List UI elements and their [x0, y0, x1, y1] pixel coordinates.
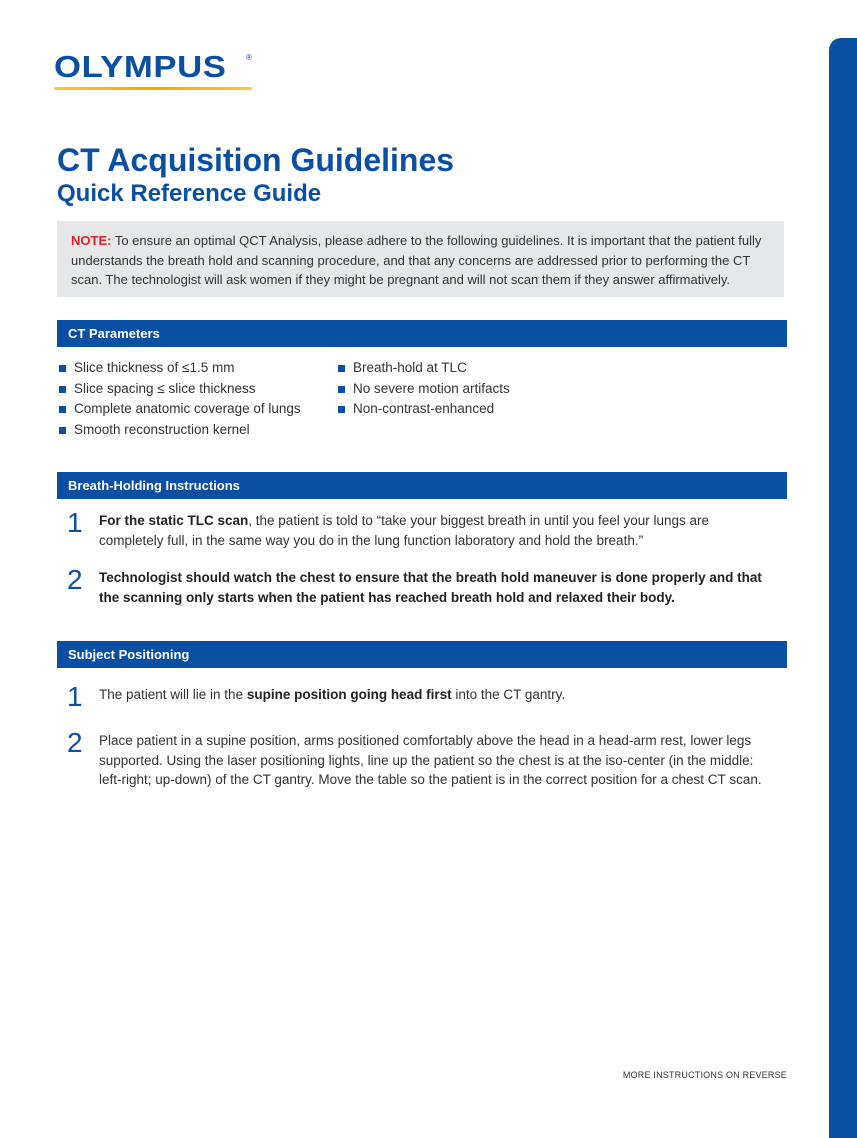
logo-underline — [54, 87, 252, 90]
section-header-ct-parameters: CT Parameters — [57, 320, 787, 347]
list-item — [58, 358, 328, 379]
list-item — [337, 358, 587, 379]
list-item — [337, 379, 587, 400]
step-bold-text: supine position going head first — [246, 687, 452, 702]
bullet-square-icon — [338, 406, 345, 413]
step-text — [99, 568, 764, 607]
list-item — [337, 399, 587, 420]
step-text — [99, 511, 769, 550]
step-bold-text: Technologist should watch the chest to ensure that the breath hold maneuver is done properly and that the scanning only starts when the patient has reached breath hold and relaxed their body. — [99, 570, 762, 605]
step-number: 1 — [67, 681, 83, 712]
step-number: 1 — [67, 507, 83, 538]
bullet-square-icon — [59, 386, 66, 393]
list-item-text: Smooth reconstruction kernel — [74, 421, 250, 437]
step-text — [99, 685, 769, 705]
list-item — [58, 399, 328, 420]
note-box — [57, 221, 784, 297]
side-accent-bar — [829, 38, 857, 1138]
ct-parameters-list-right — [337, 358, 587, 420]
step-pre-text: The patient will lie in the — [99, 687, 247, 702]
page-title: CT Acquisition Guidelines — [57, 142, 455, 178]
list-item-text: Slice thickness of ≤1.5 mm — [74, 360, 235, 375]
bullet-square-icon — [338, 386, 345, 393]
ct-parameters-list-left — [58, 358, 328, 440]
list-item — [58, 379, 328, 400]
list-item-text: Non-contrast-enhanced — [353, 401, 495, 416]
page-subtitle: Quick Reference Guide — [57, 180, 322, 207]
bullet-square-icon — [59, 365, 66, 372]
step-number: 2 — [67, 727, 83, 758]
list-item-text: No severe motion artifacts — [353, 380, 510, 396]
bullet-square-icon — [338, 365, 345, 372]
note-text: To ensure an optimal QCT Analysis, please adhere to the following guidelines. It is important that the patient fully understands the breath hold and scanning procedure, and that any concerns are addressed prior to performing the CT scan. The technologist will ask women if they might be pregnant and will not scan them if they answer affirmatively. — [71, 233, 762, 287]
bullet-square-icon — [59, 427, 66, 434]
list-item-text: Breath-hold at TLC — [353, 360, 467, 375]
step-number: 2 — [67, 564, 83, 595]
footer-note: MORE INSTRUCTIONS ON REVERSE — [622, 1070, 787, 1080]
list-item-text: Complete anatomic coverage of lungs — [74, 401, 301, 416]
logo-wordmark: OLYMPUS — [54, 49, 227, 84]
note-label: NOTE: — [71, 233, 112, 248]
step-post-text: into the CT gantry. — [451, 687, 566, 702]
step-text: Place patient in a supine position, arms positioned comfortably above the head in a head-arm rest, lower legs supported. Using the laser positioning lights, line up the patient so the chest is at the iso-center (in the middle: left-right; up-down) of the CT gantry. Move the table so the patient is in the correct position for a chest CT scan. — [99, 733, 762, 787]
logo-registered-mark: ® — [246, 53, 252, 62]
list-item-text: Slice spacing ≤ slice thickness — [74, 380, 256, 396]
step-body-text: , the patient is told to “take your biggest breath in until you feel your lungs are completely full, in the same way you do in the lung function laboratory and hold the breath.” — [99, 513, 710, 548]
bullet-square-icon — [59, 406, 66, 413]
section-header-breath-holding: Breath-Holding Instructions — [57, 472, 787, 499]
list-item — [58, 420, 328, 441]
step-bold-text: For the static TLC scan — [99, 513, 249, 528]
section-header-subject-positioning: Subject Positioning — [57, 641, 787, 668]
olympus-logo — [54, 50, 256, 84]
